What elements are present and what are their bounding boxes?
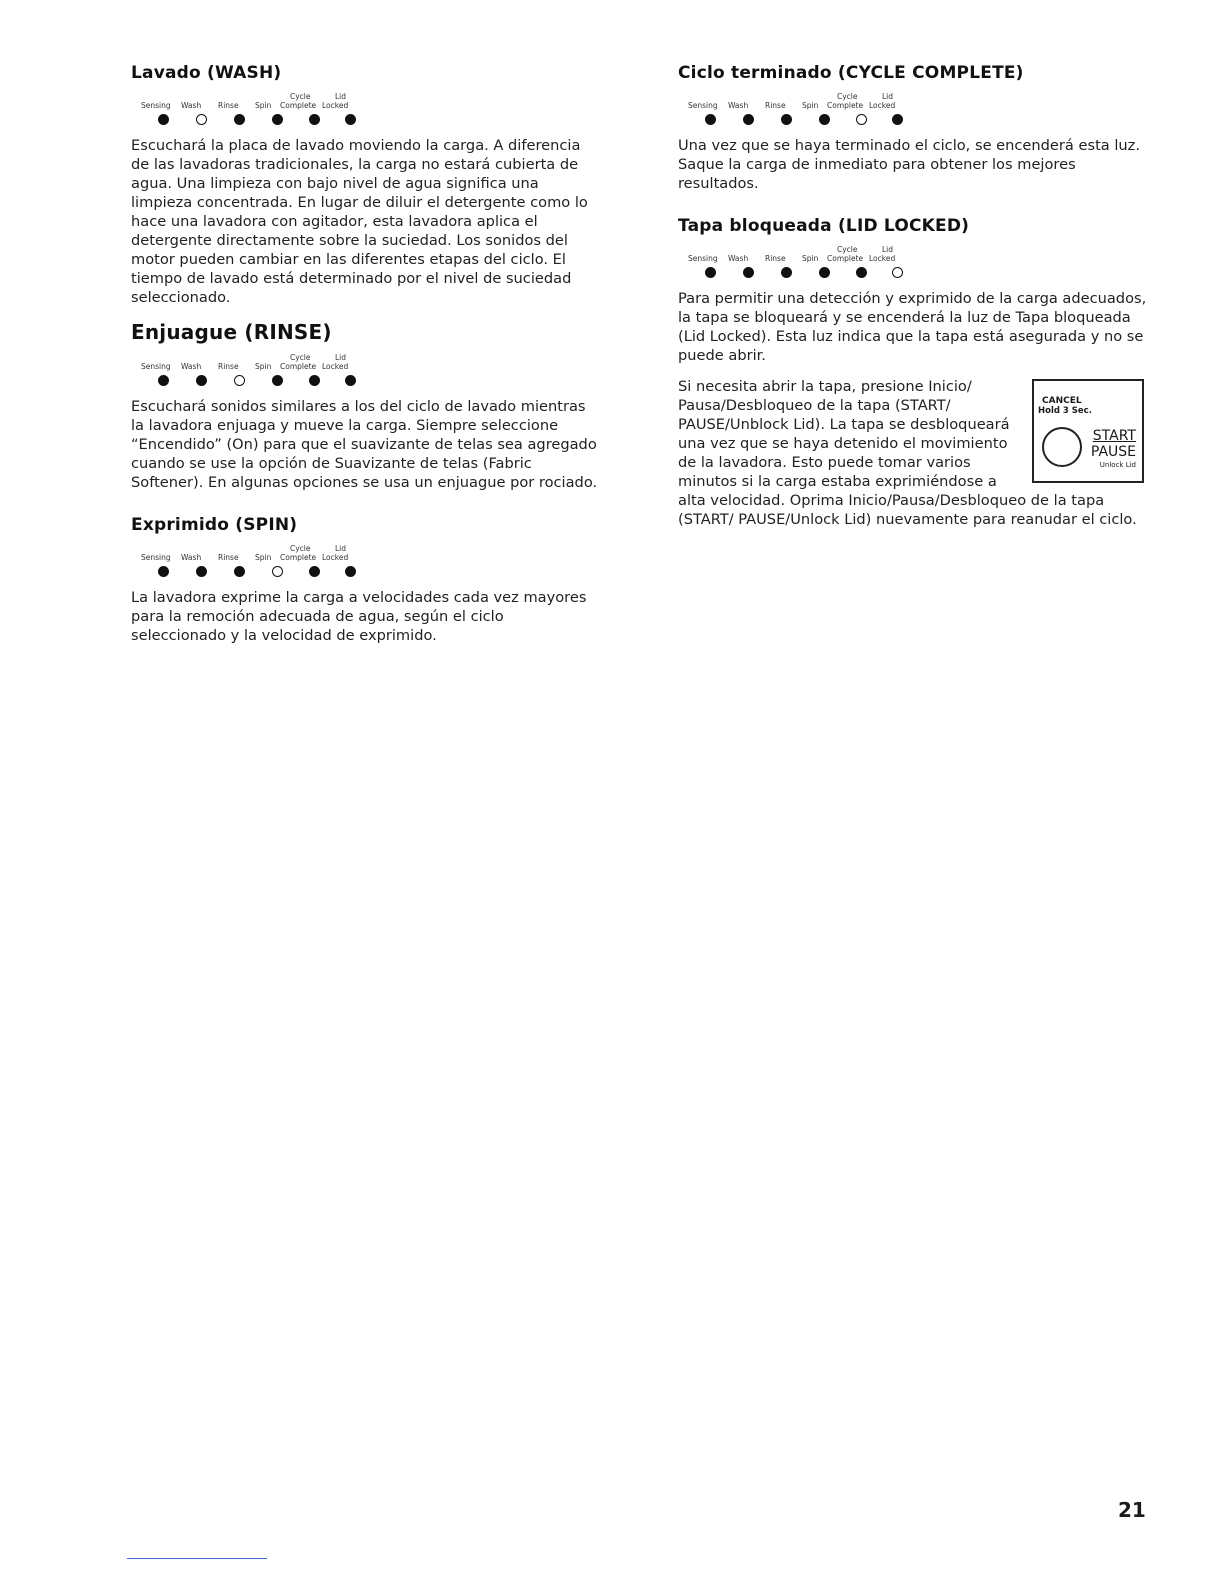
indicator-spin-on — [819, 267, 830, 278]
status-panel-lid-locked — [686, 245, 916, 285]
start-pause-control-illustration — [1032, 379, 1144, 483]
indicator-wash-on — [743, 114, 754, 125]
label-wash: Wash — [181, 362, 202, 371]
label-lid: Lid — [882, 245, 894, 254]
indicator-spin-off — [272, 566, 283, 577]
indicator-rinse-on — [234, 114, 245, 125]
section-text-cycle-complete: Una vez que se haya terminado el ciclo, se encenderá esta luz. Saque la carga de inmediato para obtener los mejores resultados. — [678, 137, 1140, 192]
label-rinse: Rinse — [218, 101, 239, 110]
label-sensing: Sensing — [141, 362, 171, 371]
label-lid: Lid — [335, 544, 347, 553]
label-cycle: Cycle — [290, 92, 311, 101]
indicator-lid-locked-on — [345, 566, 356, 577]
label-sensing: Sensing — [688, 101, 718, 110]
label-lid: Lid — [882, 92, 894, 101]
indicator-wash-on — [196, 566, 207, 577]
indicator-wash-on — [196, 375, 207, 386]
section-title-wash: Lavado (WASH) — [131, 63, 282, 83]
section-text-lid-locked: Para permitir una detección y exprimido de la carga adecuados, la tapa se bloqueará y se encenderá la luz de Tapa bloqueada (Lid Locked). Esta luz indica que la tapa está asegurada y no se puede abrir. — [678, 290, 1147, 364]
left-column — [131, 62, 601, 645]
indicator-wash-off — [196, 114, 207, 125]
label-sensing: Sensing — [141, 101, 171, 110]
indicator-sensing-on — [705, 267, 716, 278]
hold-label: Hold 3 Sec. — [1038, 406, 1092, 416]
label-wash: Wash — [728, 101, 749, 110]
lid-unlock-block — [678, 377, 1148, 529]
start-label: START — [1092, 428, 1136, 444]
indicator-spin-on — [819, 114, 830, 125]
label-spin: Spin — [802, 101, 819, 110]
section-text-lid-unlock: Si necesita abrir la tapa, presione Inicio/ Pausa/Desbloqueo de la tapa (START/ PAUSE/Unblock Lid). La tapa se desbloqueará una vez que se haya detenido el movimiento de la lavadora. Esto puede tomar varios minutos si la carga estaba exprimiéndose a alta velocidad. Oprima Inicio/Pausa/Desbloqueo de la tapa (START/ PAUSE/Unlock Lid) nuevamente para reanudar el ciclo. — [678, 378, 1137, 528]
section-title-rinse: Enjuague (RINSE) — [131, 320, 332, 344]
label-complete: Complete — [827, 101, 864, 110]
indicator-lid-locked-on — [345, 375, 356, 386]
label-wash: Wash — [728, 254, 749, 263]
indicator-sensing-on — [705, 114, 716, 125]
label-sensing: Sensing — [141, 553, 171, 562]
indicator-rinse-on — [234, 566, 245, 577]
label-spin: Spin — [802, 254, 819, 263]
indicator-sensing-on — [158, 566, 169, 577]
label-spin: Spin — [255, 362, 272, 371]
page-number: 21 — [1118, 1498, 1146, 1522]
indicator-lid-locked-on — [892, 114, 903, 125]
section-title-lid-locked: Tapa bloqueada (LID LOCKED) — [678, 216, 970, 236]
label-complete: Complete — [280, 553, 317, 562]
indicator-lid-locked-on — [345, 114, 356, 125]
status-panel-wash — [139, 92, 369, 132]
status-panel-rinse — [139, 353, 369, 393]
indicator-cycle-complete-off — [856, 114, 867, 125]
indicator-rinse-off — [234, 375, 245, 386]
label-locked: Locked — [322, 553, 349, 562]
label-complete: Complete — [827, 254, 864, 263]
indicator-wash-on — [743, 267, 754, 278]
label-rinse: Rinse — [765, 254, 786, 263]
cancel-label: CANCEL — [1042, 396, 1082, 406]
label-wash: Wash — [181, 101, 202, 110]
section-title-cycle-complete: Ciclo terminado (CYCLE COMPLETE) — [678, 63, 1024, 83]
label-spin: Spin — [255, 553, 272, 562]
footer-rule — [127, 1558, 267, 1559]
label-rinse: Rinse — [218, 362, 239, 371]
label-complete: Complete — [280, 362, 317, 371]
label-cycle: Cycle — [290, 544, 311, 553]
label-complete: Complete — [280, 101, 317, 110]
label-locked: Locked — [322, 101, 349, 110]
section-title-spin: Exprimido (SPIN) — [131, 515, 298, 535]
label-rinse: Rinse — [218, 553, 239, 562]
status-panel-spin — [139, 544, 369, 584]
section-text-wash: Escuchará la placa de lavado moviendo la carga. A diferencia de las lavadoras tradicionales, la carga no estará cubierta de agua. Una limpieza con bajo nivel de agua significa una limpieza concentrada. En lugar de diluir el detergente como lo hace una lavadora con agitador, esta lavadora aplica el detergente directamente sobre la suciedad. Los sonidos del motor pueden cambiar en las diferentes etapas del ciclo. El tiempo de lavado está determinado por el nivel de suciedad seleccionado. — [131, 137, 588, 306]
label-locked: Locked — [322, 362, 349, 371]
label-cycle: Cycle — [290, 353, 311, 362]
label-wash: Wash — [181, 553, 202, 562]
indicator-sensing-on — [158, 375, 169, 386]
pause-label: PAUSE — [1090, 444, 1136, 460]
right-column — [678, 62, 1148, 529]
label-cycle: Cycle — [837, 245, 858, 254]
unlock-lid-label: Unlock Lid — [1099, 461, 1136, 469]
start-pause-button-icon — [1042, 427, 1082, 467]
status-panel-cycle-complete — [686, 92, 916, 132]
label-cycle: Cycle — [837, 92, 858, 101]
label-spin: Spin — [255, 101, 272, 110]
indicator-cycle-complete-on — [309, 375, 320, 386]
section-text-spin: La lavadora exprime la carga a velocidades cada vez mayores para la remoción adecuada de agua, según el ciclo seleccionado y la velocidad de exprimido. — [131, 589, 587, 644]
indicator-rinse-on — [781, 267, 792, 278]
label-lid: Lid — [335, 92, 347, 101]
label-lid: Lid — [335, 353, 347, 362]
indicator-lid-locked-off — [892, 267, 903, 278]
label-rinse: Rinse — [765, 101, 786, 110]
indicator-spin-on — [272, 375, 283, 386]
indicator-cycle-complete-on — [856, 267, 867, 278]
label-sensing: Sensing — [688, 254, 718, 263]
label-locked: Locked — [869, 101, 896, 110]
indicator-cycle-complete-on — [309, 566, 320, 577]
label-locked: Locked — [869, 254, 896, 263]
indicator-sensing-on — [158, 114, 169, 125]
indicator-cycle-complete-on — [309, 114, 320, 125]
indicator-rinse-on — [781, 114, 792, 125]
section-text-rinse: Escuchará sonidos similares a los del ciclo de lavado mientras la lavadora enjuaga y mueve la carga. Siempre seleccione “Encendido” (On) para que el suavizante de telas sea agregado cuando se use la opción de Suavizante de telas (Fabric Softener). En algunas opciones se usa un enjuague por rociado. — [131, 398, 598, 491]
indicator-spin-on — [272, 114, 283, 125]
